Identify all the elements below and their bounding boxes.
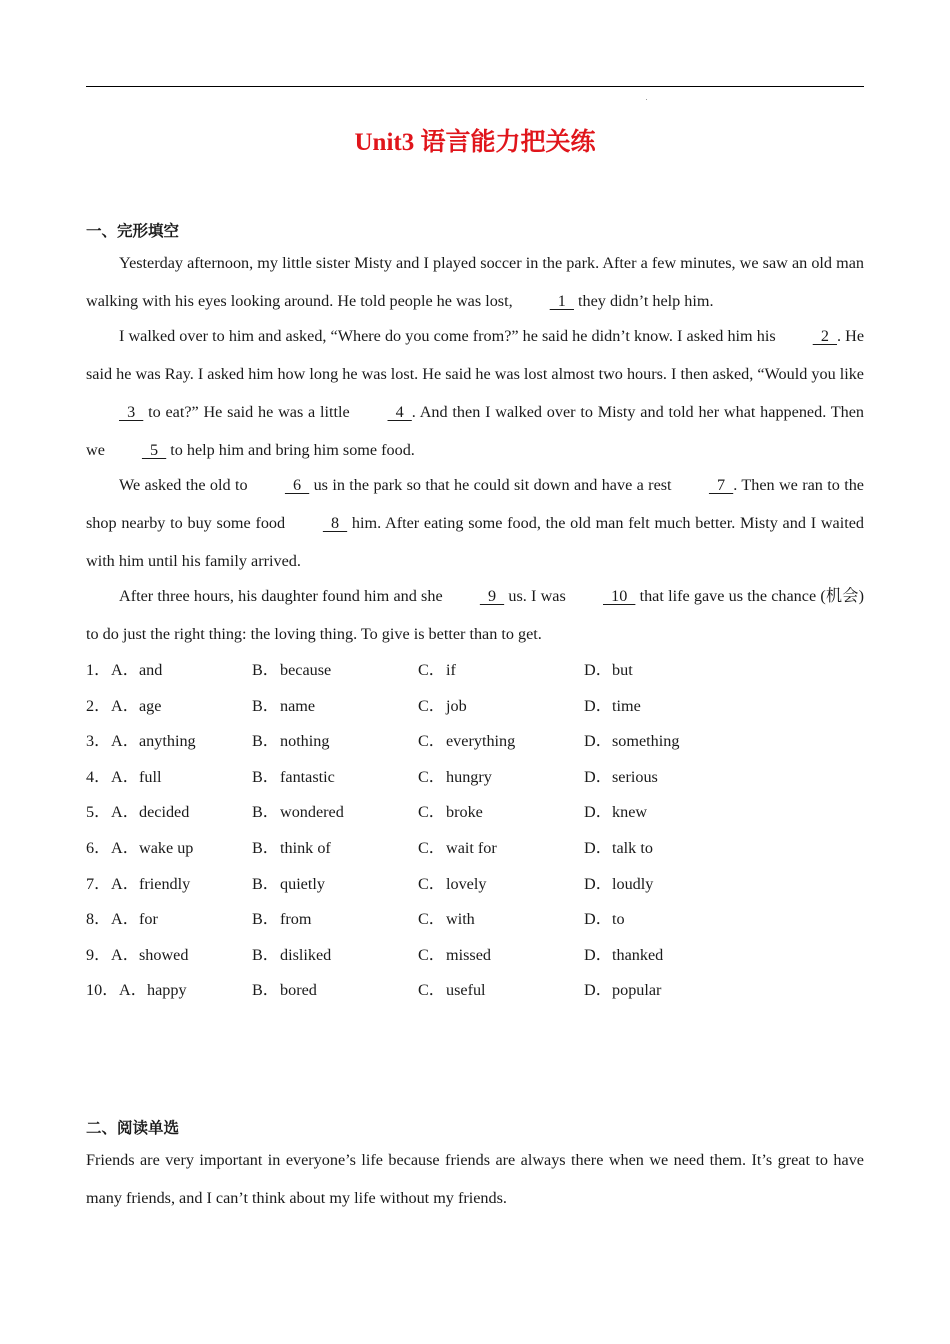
option-c[interactable]: C．hungry: [418, 767, 492, 786]
blank-9: 9: [479, 587, 505, 605]
option-d[interactable]: D．but: [584, 661, 633, 679]
cloze-paragraph-3: We asked the old to 6 us in the park so that he could sit down and have a rest 7 . Then we ran to the shop nearby to buy some food 8 him. After eating some food, the old man felt much better. Misty and I waited with him until his family arrived.: [86, 466, 864, 580]
option-c[interactable]: C．everything: [418, 732, 516, 751]
option-a[interactable]: A．happy: [119, 981, 187, 1000]
blank-2: 2: [812, 327, 837, 345]
option-b[interactable]: B．fantastic: [252, 767, 335, 786]
blank-8: 8: [322, 514, 348, 532]
question-number: 10．: [86, 981, 119, 1000]
question-row: [86, 795, 864, 831]
question-number: 3．: [86, 732, 111, 751]
blank-10: 10: [603, 587, 636, 605]
question-row: [86, 831, 864, 867]
question-row: [86, 867, 864, 903]
option-c[interactable]: C．broke: [418, 803, 483, 822]
option-b[interactable]: B．bored: [252, 981, 317, 1000]
option-b[interactable]: B．because: [252, 661, 332, 679]
section-heading-reading: 二、阅读单选: [86, 1119, 180, 1137]
option-a[interactable]: A．age: [111, 696, 162, 715]
cloze-paragraph-2: I walked over to him and asked, “Where do you come from?” he said he didn’t know. I asked him his 2 . He said he was Ray. I asked him how long he was lost. He said he was lost almost two hours. I then asked, “Would you like 3 to eat?” He said he was a little 4 . And then I walked over to Misty and told her what happened. Then we 5 to help him and bring him some food.: [86, 317, 864, 469]
option-b[interactable]: B．wondered: [252, 803, 344, 822]
option-a[interactable]: A．full: [111, 767, 162, 786]
option-c[interactable]: C．missed: [418, 945, 491, 964]
reading-paragraph-1: Friends are very important in everyone’s life because friends are always there when we need them. It’s great to have many friends, and I can’t think about my life without my friends.: [86, 1151, 864, 1207]
question-number: 1．: [86, 661, 111, 679]
header-rule: [86, 86, 864, 87]
option-c[interactable]: C．if: [418, 661, 456, 679]
option-b[interactable]: B．from: [252, 910, 312, 929]
option-d[interactable]: D．thanked: [584, 945, 664, 964]
option-a[interactable]: A．and: [111, 661, 163, 679]
header-dot: [646, 99, 647, 100]
option-d[interactable]: D．popular: [584, 981, 662, 1000]
option-d[interactable]: D．loudly: [584, 874, 654, 893]
question-number: 5．: [86, 803, 111, 822]
blank-7: 7: [708, 476, 734, 494]
question-number: 9．: [86, 945, 111, 964]
option-a[interactable]: A．friendly: [111, 874, 191, 893]
blank-3: 3: [119, 403, 144, 421]
option-a[interactable]: A．decided: [111, 803, 190, 822]
option-c[interactable]: C．job: [418, 696, 467, 715]
question-number: 4．: [86, 767, 111, 786]
option-d[interactable]: D．talk to: [584, 838, 653, 857]
cloze-paragraph-4: After three hours, his daughter found him and she 9 us. I was 10 that life gave us the chance (机会) to do just the right thing: the loving thing. To give is better than to get.: [86, 577, 864, 653]
option-d[interactable]: D．knew: [584, 803, 648, 822]
question-number: 6．: [86, 838, 111, 857]
question-row: [86, 653, 864, 689]
option-a[interactable]: A．showed: [111, 945, 189, 964]
option-d[interactable]: D．something: [584, 732, 680, 751]
option-b[interactable]: B．disliked: [252, 945, 332, 964]
blank-6: 6: [284, 476, 310, 494]
blank-4: 4: [387, 403, 412, 421]
option-b[interactable]: B．nothing: [252, 732, 330, 751]
page-title: Unit3 语言能力把关练: [354, 129, 596, 156]
option-c[interactable]: C．lovely: [418, 874, 487, 893]
option-b[interactable]: B．think of: [252, 838, 331, 857]
option-d[interactable]: D．serious: [584, 767, 658, 786]
question-row: [86, 760, 864, 796]
option-a[interactable]: A．for: [111, 910, 158, 929]
question-number: 2．: [86, 696, 111, 715]
question-number: 7．: [86, 874, 111, 893]
option-a[interactable]: A．anything: [111, 732, 196, 751]
section-heading-cloze: 一、完形填空: [86, 222, 180, 240]
question-row: [86, 938, 864, 974]
blank-5: 5: [141, 441, 167, 459]
option-b[interactable]: B．quietly: [252, 874, 325, 893]
question-number: 8．: [86, 910, 111, 929]
option-c[interactable]: C．useful: [418, 981, 486, 1000]
blank-1: 1: [549, 292, 574, 310]
option-a[interactable]: A．wake up: [111, 838, 194, 857]
question-row: [86, 724, 864, 760]
option-c[interactable]: C．wait for: [418, 838, 497, 857]
question-row: [86, 973, 864, 1009]
option-b[interactable]: B．name: [252, 696, 316, 715]
option-d[interactable]: D．time: [584, 696, 641, 715]
answer-options: [86, 653, 864, 1009]
question-row: [86, 902, 864, 938]
question-row: [86, 689, 864, 725]
option-d[interactable]: D．to: [584, 910, 625, 929]
cloze-paragraph-1: Yesterday afternoon, my little sister Misty and I played soccer in the park. After a few minutes, we saw an old man walking with his eyes looking around. He told people he was lost, 1 they didn’t help him.: [86, 244, 864, 320]
option-c[interactable]: C．with: [418, 910, 475, 929]
